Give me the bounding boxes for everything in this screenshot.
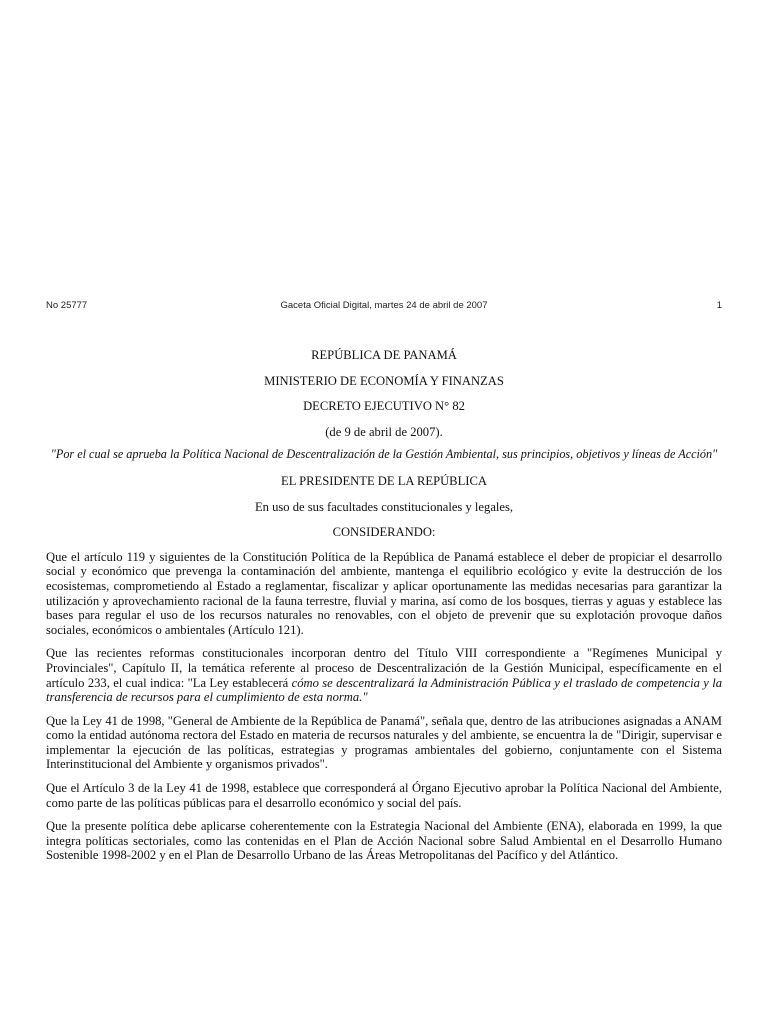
- paragraph-strategy: Que la presente política debe aplicarse coherentemente con la Estrategia Nacional del Ambiente (ENA), elaborada en 1999, la que integra políticas sectoriales, como las contenidas en el Plan de Acción Nacional sobre Salud Ambiental en el Desarrollo Humano Sostenible 1998-2002 y en el Plan de Desarrollo Urbano de las Áreas Metropolitanas del Pacífico y del Atlántico.: [46, 819, 722, 863]
- republic-title: REPÚBLICA DE PANAMÁ: [311, 348, 457, 362]
- decree-date: (de 9 de abril de 2007).: [325, 424, 443, 439]
- gazette-publication: Gaceta Oficial Digital, martes 24 de abril de 2007: [280, 300, 488, 311]
- president-heading: EL PRESIDENTE DE LA REPÚBLICA: [281, 473, 487, 488]
- considering-heading: CONSIDERANDO:: [332, 525, 436, 540]
- paragraph-reforms: [46, 646, 722, 704]
- paragraph-reforms-quote: cómo se descentralizará la Administración Pública y el traslado de competencia y la transferencia de recursos para el cumplimiento de esta norma.": [46, 675, 722, 705]
- paragraph-law-41: Que la Ley 41 de 1998, "General de Ambiente de la República de Panamá", señala que, dentro de las atribuciones asignadas a ANAM como la entidad autónoma rectora del Estado en materia de recursos naturales y del ambiente, se encuentra la de "Dirigir, supervisar e implementar la ejecución de las políticas, estrategias y programas ambientales del gobierno, conjuntamente con el Sistema Interinstitucional del Ambiente y organismos privados".: [46, 713, 722, 772]
- decree-title: DECRETO EJECUTIVO N° 82: [303, 399, 465, 414]
- paragraph-constitution: Que el artículo 119 y siguientes de la Constitución Política de la República de Panamá establece el deber de propiciar el desarrollo social y económico que prevenga la contaminación del ambiente, mantenga el equilibrio ecológico y evite la destrucción de los ecosistemas, comprometiendo al Estado a reglamentar, fiscalizar y aplicar oportunamente las medidas necesarias para garantizar la utilización y aprovechamiento racional de la fauna terrestre, fluvial y marina, así como de los bosques, tierras y aguas y establece las bases para regular el uso de los recursos naturales no renovables, con el objeto de prevenir que su explotación provoque daños sociales, económicos o ambientales (Artículo 121).: [46, 549, 722, 637]
- paragraph-reforms-text: Que las recientes reformas constitucionales incorporan dentro del Título VIII correspondiente a "Regímenes Municipal y Provinciales", Capítulo II, la temática referente al proceso de Descentralización de la Gestión Municipal, específicamente en el artículo 233, el cual indica: "La Ley establecerá: [46, 646, 722, 690]
- decree-subtitle: "Por el cual se aprueba la Política Nacional de Descentralización de la Gestión Ambiental, sus principios, objetivos y líneas de Acción": [50, 447, 718, 462]
- paragraph-article-3: Que el Artículo 3 de la Ley 41 de 1998, establece que corresponderá al Órgano Ejecutivo aprobar la Política Nacional del Ambiente, como parte de las políticas públicas para el desarrollo económico y social del país.: [46, 781, 722, 810]
- ministry-title: MINISTERIO DE ECONOMÍA Y FINANZAS: [264, 373, 504, 388]
- gazette-number: No 25777: [46, 300, 88, 311]
- page-number: 1: [716, 300, 722, 311]
- document-body: [46, 348, 722, 863]
- page-header: [46, 299, 722, 313]
- faculties-line: En uso de sus facultades constitucionales y legales,: [254, 499, 514, 514]
